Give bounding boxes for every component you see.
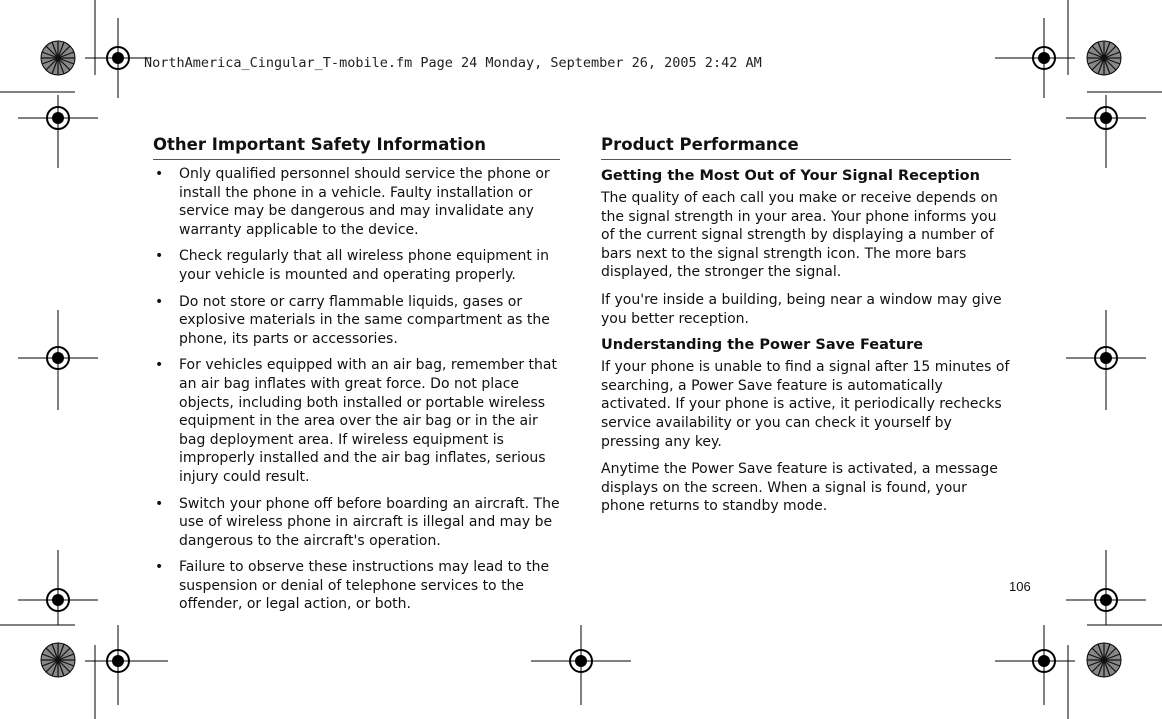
list-item	[153, 558, 560, 614]
safety-bullet-list	[153, 165, 560, 614]
safety-information-column	[153, 135, 560, 622]
product-performance-column	[601, 135, 1011, 525]
list-item-text: Switch your phone off before boarding an aircraft. The use of wireless phone in aircraft is illegal and may be dangerous to the aircraft's operation.	[179, 495, 560, 549]
list-item	[153, 165, 560, 239]
list-item-text: For vehicles equipped with an air bag, remember that an air bag inflates with great force. Do not place objects, including both installed or portable wireless equipment in the area over the air bag or in the air bag deployment area. If wireless equipment is improperly installed and the air bag inflates, serious injury could result.	[179, 357, 557, 485]
list-item-text: Check regularly that all wireless phone equipment in your vehicle is mounted and operating properly.	[179, 248, 550, 283]
starburst-icon	[41, 41, 75, 75]
bullet-icon: •	[155, 166, 164, 182]
section-heading: Product Performance	[601, 135, 1011, 160]
registration-target-icon	[85, 625, 168, 705]
file-info-header: NorthAmerica_Cingular_T-mobile.fm Page 24 Monday, September 26, 2005 2:42 AM	[144, 55, 762, 71]
registration-target-icon	[18, 310, 98, 410]
starburst-icon	[1087, 41, 1121, 75]
bullet-icon: •	[155, 248, 164, 265]
registration-target-icon	[18, 550, 98, 625]
bullet-icon: •	[155, 293, 164, 310]
section-heading: Other Important Safety Information	[153, 135, 560, 160]
list-item-text: Only qualified personnel should service the phone or install the phone in a vehicle. Faulty installation or service may be dangerous and may invalidate any warranty applicable to the device.	[179, 166, 550, 238]
registration-target-icon	[18, 95, 98, 168]
subsection-heading: Getting the Most Out of Your Signal Reception	[601, 168, 980, 184]
list-item-text: Do not store or carry flammable liquids, gases or explosive materials in the same compartment as the phone, its parts or accessories.	[179, 293, 550, 347]
registration-target-icon	[1066, 550, 1146, 625]
registration-target-icon	[1066, 310, 1146, 410]
registration-target-icon	[995, 625, 1075, 705]
paragraph: Anytime the Power Save feature is activated, a message displays on the screen. When a signal is found, your phone returns to standby mode.	[601, 461, 998, 515]
subsection-heading: Understanding the Power Save Feature	[601, 337, 924, 354]
bullet-icon: •	[155, 357, 164, 374]
paragraph: If your phone is unable to find a signal after 15 minutes of searching, a Power Save feature is automatically activated. If your phone is active, it periodically rechecks service availability or you can check it yourself by pressing any key.	[601, 359, 1010, 450]
bullet-icon: •	[155, 559, 164, 576]
list-item	[153, 293, 560, 349]
registration-target-icon	[1066, 95, 1146, 168]
registration-target-icon	[995, 18, 1075, 98]
registration-target-icon	[531, 625, 631, 705]
paragraph: The quality of each call you make or receive depends on the signal strength in your area. Your phone informs you of the current signal strength by displaying a number of bars next to the signal strength icon. The more bars displayed, the stronger the signal.	[601, 190, 998, 281]
list-item-text: Failure to observe these instructions may lead to the suspension or denial of telephone services to the offender, or legal action, or both.	[179, 559, 550, 613]
list-item	[153, 495, 560, 551]
paragraph: If you're inside a building, being near a window may give you better reception.	[601, 291, 1002, 327]
list-item	[153, 356, 560, 486]
starburst-icon	[1087, 643, 1121, 677]
list-item	[153, 247, 560, 284]
bullet-icon: •	[155, 495, 164, 512]
starburst-icon	[41, 643, 75, 677]
page-number: 106	[1009, 579, 1031, 594]
